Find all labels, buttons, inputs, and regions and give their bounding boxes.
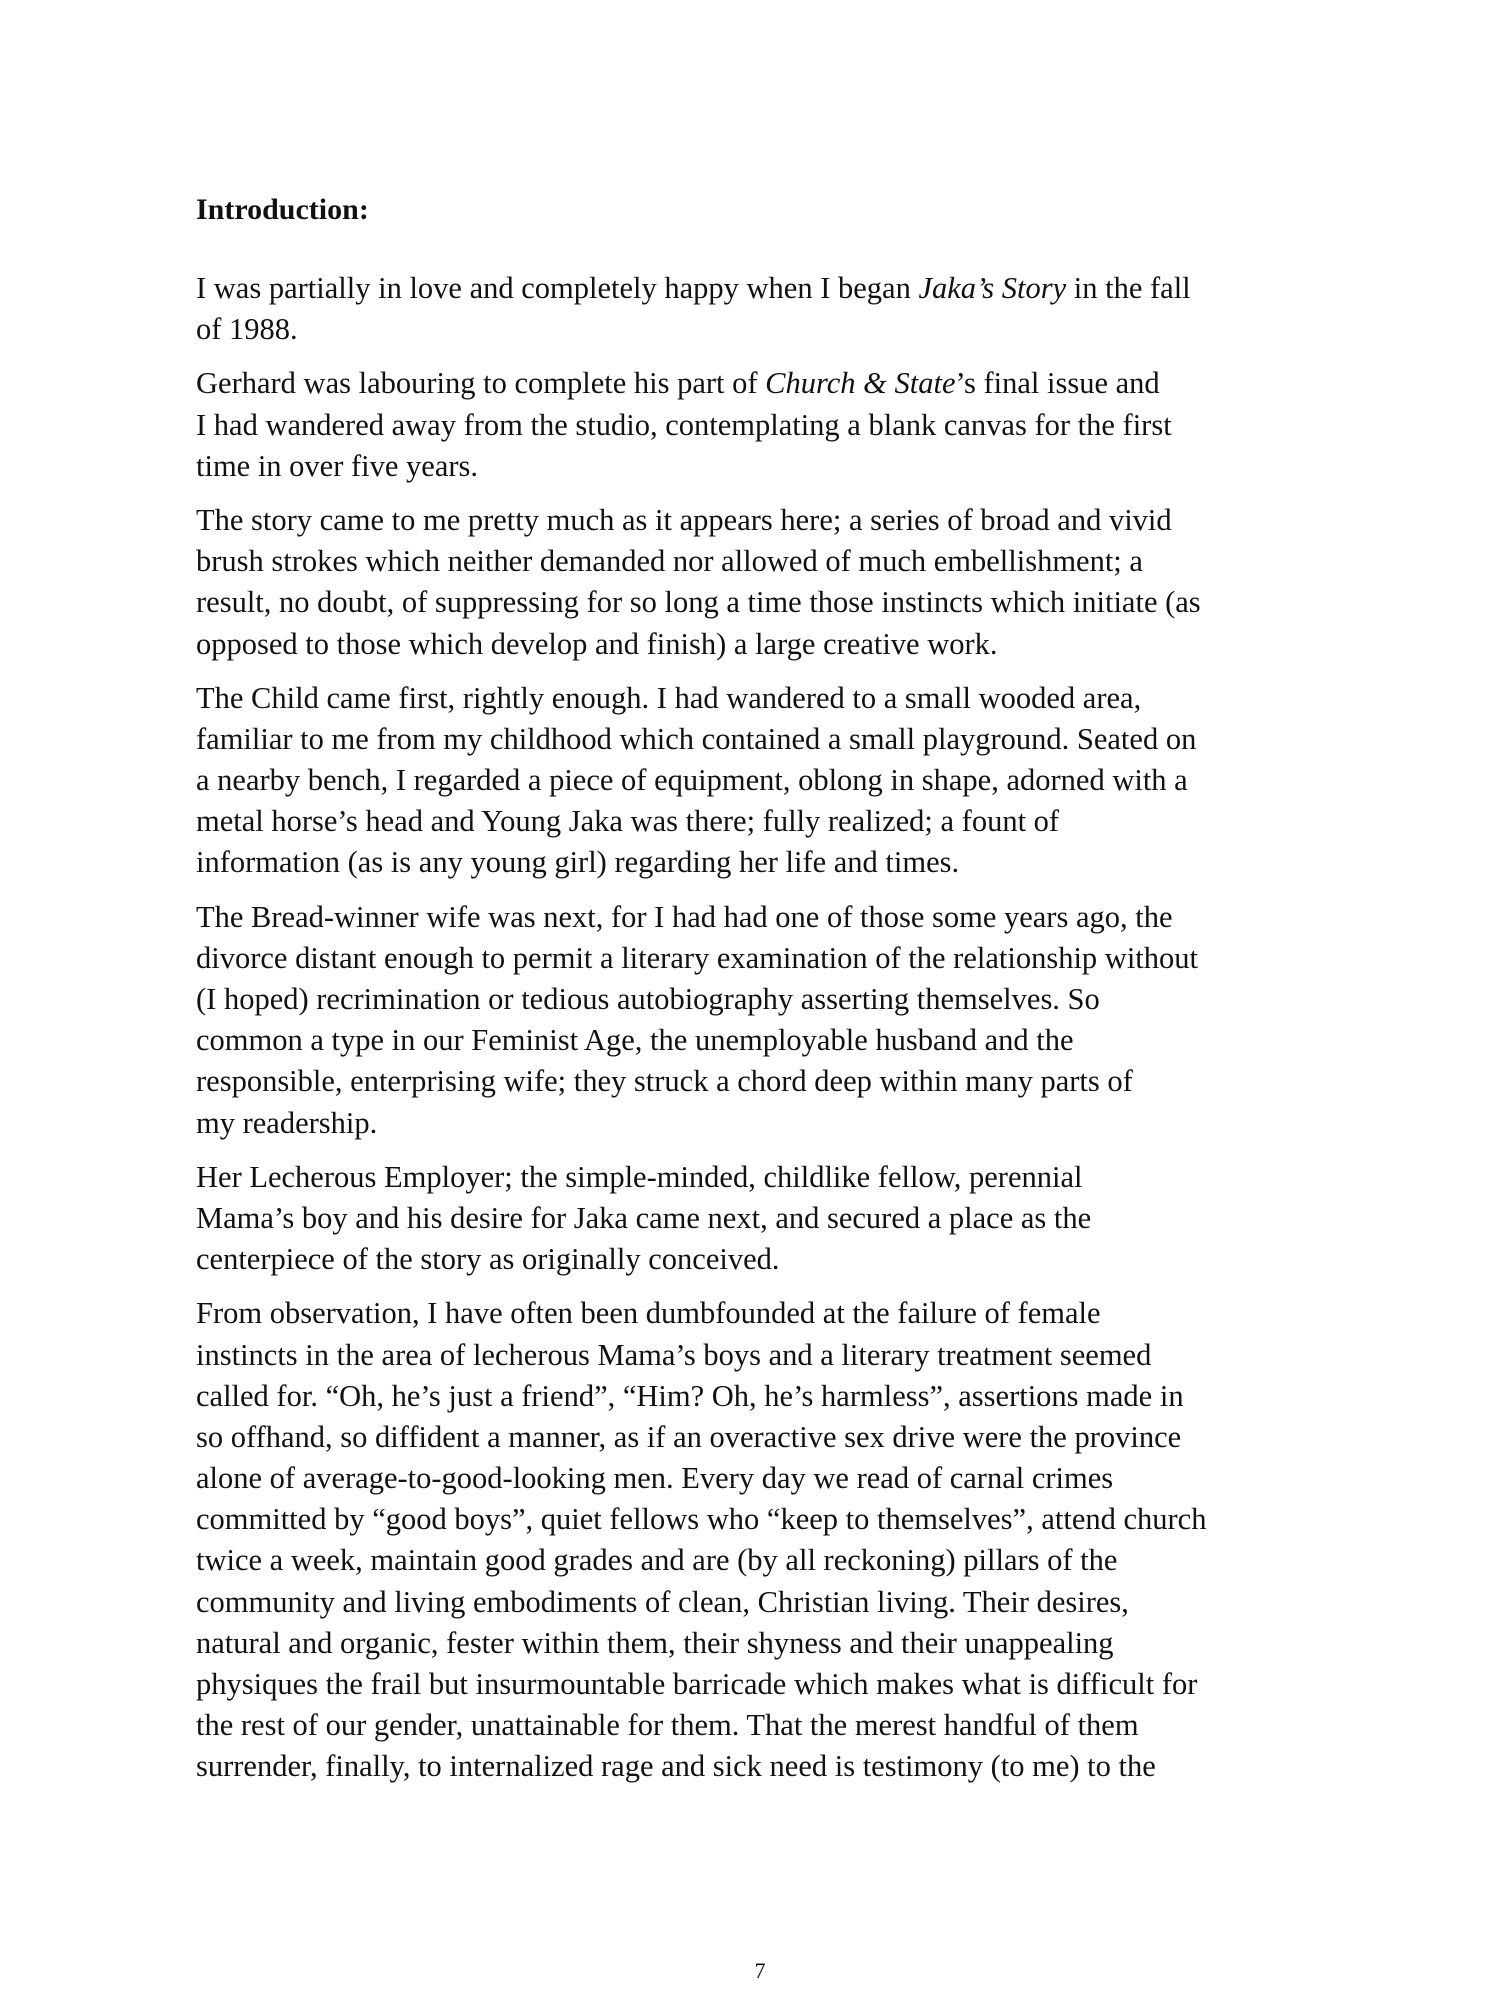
text-segment: of 1988. [196, 312, 298, 347]
text-line [196, 1623, 1356, 1664]
paragraph [196, 1157, 1356, 1281]
text-segment: physiques the frail but insurmountable barricade which makes what is difficult for [196, 1667, 1198, 1701]
text-line [196, 938, 1356, 979]
text-segment: natural and organic, fester within them, their shyness and their unappealing [196, 1625, 1114, 1660]
text-segment: information (as is any young girl) regarding her life and times. [196, 845, 960, 880]
text-line [196, 1376, 1356, 1417]
text-line [196, 1582, 1356, 1623]
text-segment: instincts in the area of lecherous Mama’s boys and a literary treatment seemed [196, 1337, 1152, 1372]
text-line [196, 1458, 1356, 1499]
text-line [196, 541, 1356, 582]
text-line [196, 897, 1356, 938]
text-segment: ’s final issue and [955, 366, 1160, 401]
text-line [196, 1746, 1356, 1787]
text-line [196, 801, 1356, 842]
text-line [196, 500, 1356, 541]
text-line [196, 1540, 1356, 1581]
text-segment: The Child came first, rightly enough. I had wandered to a small wooded area, [196, 680, 1142, 715]
paragraph [196, 363, 1356, 487]
text-line [196, 1103, 1356, 1144]
text-segment: Her Lecherous Employer; the simple-minded, childlike fellow, perennial [196, 1159, 1083, 1194]
text-line [196, 842, 1356, 883]
text-segment: opposed to those which develop and finish) a large creative work. [196, 626, 998, 661]
text-line [196, 624, 1356, 665]
text-segment: responsible, enterprising wife; they struck a chord deep within many parts of [196, 1064, 1133, 1099]
text-segment: Mama’s boy and his desire for Jaka came next, and secured a place as the [196, 1200, 1092, 1235]
text-segment: centerpiece of the story as originally conceived. [196, 1242, 780, 1277]
text-line [196, 760, 1356, 801]
page-number: 7 [754, 1958, 766, 1983]
text-line [196, 405, 1356, 446]
text-line [196, 1020, 1356, 1061]
italic-title: Church & State [765, 366, 956, 401]
text-segment: common a type in our Feminist Age, the unemployable husband and the [196, 1023, 1074, 1058]
text-segment: metal horse’s head and Young Jaka was there; fully realized; a fount of [196, 804, 1060, 839]
text-segment: community and living embodiments of clean, Christian living. Their desires, [196, 1584, 1129, 1619]
text-segment: brush strokes which neither demanded nor allowed of much embellishment; a [196, 544, 1143, 579]
text-line [196, 363, 1356, 404]
text-line [196, 1239, 1356, 1280]
text-segment: committed by “good boys”, quiet fellows who “keep to themselves”, attend church [196, 1502, 1207, 1537]
text-segment: From observation, I have often been dumbfounded at the failure of female [196, 1296, 1101, 1331]
text-line [196, 268, 1356, 309]
text-line [196, 678, 1356, 719]
text-segment: called for. “Oh, he’s just a friend”, “Him? Oh, he’s harmless”, assertions made in [196, 1378, 1184, 1413]
text-segment: twice a week, maintain good grades and are (by all reckoning) pillars of the [196, 1543, 1118, 1578]
text-line [196, 1061, 1356, 1102]
text-line [196, 1335, 1356, 1376]
text-line [196, 1157, 1356, 1198]
text-line [196, 1499, 1356, 1540]
text-segment: Gerhard was labouring to complete his part of [196, 366, 766, 401]
text-segment: in the fall [1066, 271, 1191, 305]
text-line [196, 1417, 1356, 1458]
paragraph [196, 897, 1356, 1144]
paragraph [196, 268, 1356, 350]
italic-title: Jaka’s Story [918, 271, 1067, 305]
text-line [196, 582, 1356, 623]
text-segment: (I hoped) recrimination or tedious autobiography asserting themselves. So [196, 982, 1100, 1016]
text-segment: I was partially in love and completely happy when I began [196, 271, 919, 305]
text-line [196, 719, 1356, 760]
text-segment: The story came to me pretty much as it appears here; a series of broad and vivid [196, 502, 1172, 537]
section-heading: Introduction: [196, 193, 369, 226]
text-segment: so offhand, so diffident a manner, as if an overactive sex drive were the province [196, 1419, 1182, 1454]
text-segment: familiar to me from my childhood which contained a small playground. Seated on [196, 721, 1197, 756]
text-line [196, 309, 1356, 350]
text-line [196, 446, 1356, 487]
text-segment: time in over five years. [196, 448, 479, 483]
paragraph [196, 678, 1356, 884]
text-segment: I had wandered away from the studio, contemplating a blank canvas for the first [196, 407, 1172, 442]
paragraph [196, 500, 1356, 665]
text-segment: a nearby bench, I regarded a piece of equipment, oblong in shape, adorned with a [196, 763, 1188, 798]
text-line [196, 1705, 1356, 1746]
text-segment: result, no doubt, of suppressing for so long a time those instincts which initiate (as [196, 585, 1201, 620]
text-line [196, 1293, 1356, 1334]
paragraph [196, 1293, 1356, 1787]
text-segment: alone of average-to-good-looking men. Every day we read of carnal crimes [196, 1461, 1114, 1496]
text-line [196, 1198, 1356, 1239]
text-line [196, 979, 1356, 1020]
text-segment: surrender, finally, to internalized rage and sick need is testimony (to me) to the [196, 1749, 1156, 1784]
text-segment: the rest of our gender, unattainable for them. That the merest handful of them [196, 1708, 1139, 1743]
text-segment: divorce distant enough to permit a literary examination of the relationship without [196, 940, 1199, 975]
body-text [196, 268, 1356, 1801]
text-line [196, 1664, 1356, 1705]
text-segment: The Bread-winner wife was next, for I had had one of those some years ago, the [196, 899, 1173, 934]
text-segment: my readership. [196, 1105, 378, 1140]
